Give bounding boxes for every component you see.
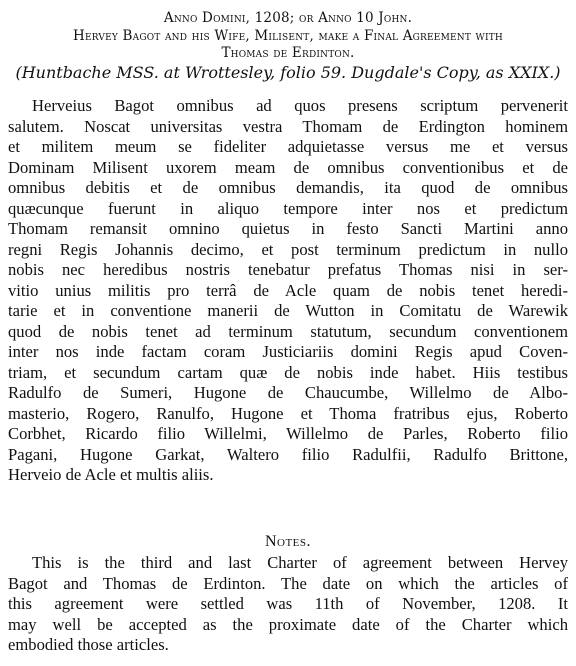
charter-line: tarie et in conventione manerii de Wutton in Comitatu de Warewik: [8, 301, 568, 320]
charter-line: vitio unius militis pro terrâ de Acle quam de nobis tenet heredi-: [8, 280, 568, 300]
charter-line: Pagani, Hugone Garkat, Waltero filio Radulfii, Radulfo Brittone,: [8, 444, 568, 464]
notes-line: this agreement were settled was 11th of November, 1208. It: [8, 594, 568, 613]
notes-line: Bagot and Thomas de Erdinton. The date on which the articles of: [8, 573, 568, 593]
charter-line: triam, et secundum cartam quæ de nobis inde habet. Hiis testibus: [8, 362, 568, 382]
charter-line: Herveius Bagot omnibus ad quos presens scriptum pervenerit: [32, 96, 568, 115]
notes-heading: Notes.: [264, 533, 312, 550]
notes-text: [8, 553, 568, 656]
charter-line: Corbhet, Ricardo filio Willelmi, Willelmo de Parles, Roberto filio: [8, 424, 568, 443]
header-source: (Huntbache MSS. at Wrottesley, folio 59. Dugdale's Copy, as XXIX.): [15, 63, 561, 82]
charter-line: quod de nobis tenet ad terminum statutum, secundum conventionem: [8, 321, 568, 341]
charter-line: quæcunque fuerunt in aliquo tempore inter nos et predictum: [8, 198, 568, 218]
charter-line: et militem meum se fideliter adquietasse versus me et versus: [8, 137, 568, 156]
charter-line: nobis nec heredibus nostris tenebatur prefatus Thomas nisi in ser-: [8, 260, 568, 279]
notes-line: This is the third and last Charter of agreement between Hervey: [32, 553, 568, 572]
charter-line: salutem. Noscat universitas vestra Thomam de Erdington hominem: [8, 116, 568, 136]
charter-line: Thomam remansit omnino quietus in festo Sancti Martini anno: [8, 219, 568, 238]
charter-line: Radulfo de Sumeri, Hugone de Chaucumbe, Willelmo de Albo-: [8, 383, 568, 402]
header-title-line1: Hervey Bagot and his Wife, Milisent, make a Final Agreement with: [73, 28, 503, 44]
header-date: Anno Domini, 1208; or Anno 10 John.: [163, 10, 413, 26]
charter-line: omnibus debitis et de omnibus demandis, ita quod de omnibus: [8, 178, 568, 197]
charter-line: inter nos inde factam coram Justiciariis domini Regis apud Coven-: [8, 342, 568, 361]
charter-line: masterio, Rogero, Ranulfo, Hugone et Thoma fratribus ejus, Roberto: [8, 403, 568, 423]
notes-line: may well be accepted as the proximate date of the Charter which: [8, 614, 568, 634]
charter-line: Herveio de Acle et multis aliis.: [8, 465, 214, 484]
charter-line: regni Regis Johannis decimo, et post terminum predictum in nullo: [8, 239, 568, 259]
header-title-line2: Thomas de Erdinton.: [221, 45, 355, 61]
notes-line: embodied those articles.: [8, 635, 169, 654]
charter-text: [8, 96, 568, 486]
charter-line: Dominam Milisent uxorem meam de omnibus conventionibus et de: [8, 157, 568, 177]
